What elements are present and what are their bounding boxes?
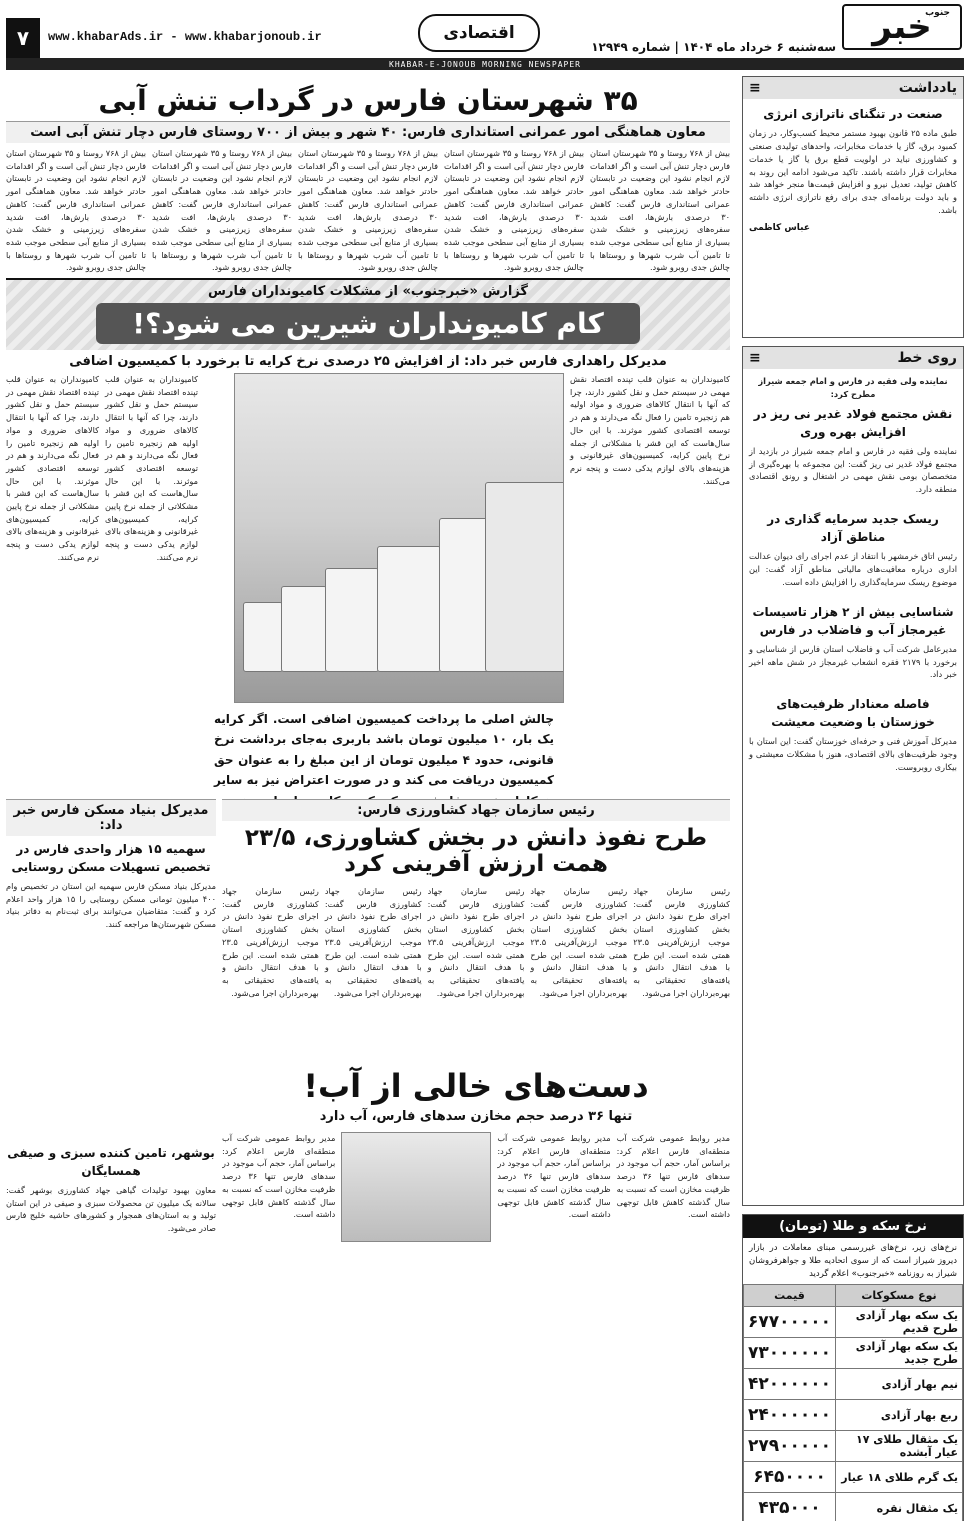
bushehr-title: بوشهر، تامین کننده سبزی و صیفی همسایگان <box>7 1146 215 1178</box>
paper-name-bar: KHABAR-E-JONOUB MORNING NEWSPAPER <box>6 58 964 70</box>
issue-date: سه‌شنبه ۶ خرداد ماه ۱۴۰۴ | شماره ۱۲۹۴۹ <box>591 40 836 54</box>
coin-name: یک مثقال طلای ۱۷ عیار آبشده <box>836 1431 963 1462</box>
housing-kicker: مدیرکل بنیاد مسکن فارس خبر داد: <box>6 799 216 836</box>
truckers-col: کامیونداران به عنوان قلب تپنده اقتصاد نقش مهمی در سیستم حمل و نقل کشور دارند، چرا که آنها با انتقال کالاهای ضروری و مواد اولیه هم زنجیره تامین را فعال نگه می‌دارند و هم در توسعه اقتصادی کشور موثرند. با این حال سال‌هاست که این قشر با مشکلاتی از جمله نرخ پایین کرایه، کمیسیون‌های غیرقانونی و هزینه‌های بالای لوازم یدکی دست و پنجه نرم می‌کنند. <box>105 374 198 562</box>
agri-col: رئیس سازمان جهاد کشاورزی فارس گفت: اجرای طرح نفوذ دانش در بخش کشاورزی استان موجب ارزش‌آفرینی ۲۳.۵ همتی شده است. این طرح با هدف انتقال دانش و یافته‌های تحقیقاتی به بهره‌برداران اجرا می‌شود. <box>222 886 319 998</box>
story1-col: بیش از ۷۶۸ روستا و ۳۵ شهرستان استان فارس دچار تنش آبی است و اگر اقدامات لازم انجام نشود این وضعیت در تابستان حادتر خواهد شد. معاون هماهنگی امور عمرانی استانداری فارس گفت: کاهش ۳۰ درصدی بارش‌ها، افت شدید سفره‌های زیرزمینی و خشک شدن بسیاری از منابع آبی سطحی موجب شده تا تامین آب شرب شهرها و روستاها با چالش جدی روبرو شود. <box>6 148 147 273</box>
housing-title: سهمیه ۱۵ هزار واحدی فارس در تخصیص تسهیلات مسکن روستایی <box>11 842 211 874</box>
story1-col: بیش از ۷۶۸ روستا و ۳۵ شهرستان استان فارس دچار تنش آبی است و اگر اقدامات لازم انجام نشود این وضعیت در تابستان حادتر خواهد شد. معاون هماهنگی امور عمرانی استانداری فارس گفت: کاهش ۳۰ درصدی بارش‌ها، افت شدید سفره‌های زیرزمینی و خشک شدن بسیاری از منابع آبی سطحی موجب شده تا تامین آب شرب شهرها و روستاها با چالش جدی روبرو شود. <box>298 148 439 273</box>
khuzestan-title: فاصله معنادار ظرفیت‌های خوزستان با وضعیت معیشت <box>771 697 935 730</box>
col-type: نوع مسکوکات <box>836 1285 963 1307</box>
truckers-pre-kicker: گزارش «خبرجنوب» از مشکلات کامیونداران فارس <box>208 284 528 299</box>
note-body: طبق ماده ۲۵ قانون بهبود مستمر محیط کسب‌وکار، در زمان کمبود برق، گاز یا خدمات مخابرات، واحدهای تولیدی صنعتی و کشاورزی نباید در اولویت قطع برق یا گاز یا خدمات مخابرات قرار داشته باشند. تاکید می‌شود ادامه این روند به کاهش تولید، تعدیل نیرو و افزایش قیمت‌ها منجر خواهد شد و باید دولت برنامه‌ای جدی برای رفع ناترازی انرژی داشته باشد. <box>749 128 957 216</box>
table-row <box>744 1338 963 1369</box>
story1-headline: ۳۵ شهرستان فارس در گرداب تنش آبی <box>98 84 638 117</box>
logo-subtext: جنوب <box>925 8 950 18</box>
agri-col: رئیس سازمان جهاد کشاورزی فارس گفت: اجرای طرح نفوذ دانش در بخش کشاورزی استان موجب ارزش‌آفرینی ۲۳.۵ همتی شده است. این طرح با هدف انتقال دانش و یافته‌های تحقیقاتی به بهره‌برداران اجرا می‌شود. <box>530 886 628 998</box>
roykhat-body: نماینده ولی فقیه در فارس و امام جمعه شیراز در بازدید از مجتمع فولاد غدیر نی ریز گفت: این مجموعه با بهره‌گیری از متخصصان بومی نقش مهمی در اشتغال و رونق اقتصادی منطقه دارد. <box>749 445 957 495</box>
table-row <box>744 1307 963 1338</box>
note-author: عباس کاظمی <box>749 223 810 234</box>
truckers-media <box>204 373 564 793</box>
agri-headline: طرح نفوذ دانش در بخش کشاورزی، ۲۳/۵ همت ارزش آفرینی کرد <box>244 825 708 877</box>
story1-columns <box>6 143 730 278</box>
coin-price: ۲۷۹۰۰۰۰۰ <box>744 1431 836 1462</box>
coin-price: ۴۲۰۰۰۰۰۰ <box>744 1369 836 1400</box>
sidebar <box>742 76 964 1519</box>
coin-name: یک سکه بهار آزادی طرح قدیم <box>836 1307 963 1338</box>
table-row <box>744 1431 963 1462</box>
main-content <box>6 76 730 1298</box>
page-number: ۷ <box>6 18 40 58</box>
khuzestan-body: مدیرکل آموزش فنی و حرفه‌ای خوزستان گفت: این استان با وجود ظرفیت‌های بالای اقتصادی، هنوز با مشکلات معیشتی و بیکاری روبروست. <box>749 736 957 773</box>
price-table <box>743 1284 963 1521</box>
truckers-subheadline: مدیرکل راهداری فارس خبر داد: از افزایش ۲۵ درصدی نرخ کرایه تا برخورد با کمیسیون اضافی <box>69 354 667 369</box>
table-row <box>744 1369 963 1400</box>
coin-name: یک سکه بهار آزادی طرح جدید <box>836 1338 963 1369</box>
trucks-photo <box>234 373 564 703</box>
lower-main <box>222 799 730 1298</box>
bars-icon: ≡ <box>749 80 761 96</box>
roykhat-title: نقش مجتمع فولاد غدیر نی ریز در افزایش بهره وری <box>753 406 953 439</box>
agri-col: رئیس سازمان جهاد کشاورزی فارس گفت: اجرای طرح نفوذ دانش در بخش کشاورزی استان موجب ارزش‌آفرینی ۲۳.۵ همتی شده است. این طرح با هدف انتقال دانش و یافته‌های تحقیقاتی به بهره‌برداران اجرا می‌شود. <box>324 886 422 998</box>
roykhat-kicker: نماینده ولی فقیه در فارس و امام جمعه شیراز مطرح کرد: <box>758 376 948 399</box>
water-col: مدیر روابط عمومی شرکت آب منطقه‌ای فارس اعلام کرد: براساس آمار، حجم آب موجود در سدهای فارس تنها ۳۶ درصد ظرفیت مخازن است که نسبت به سال گذشته کاهش قابل توجهی داشته است. <box>222 1133 336 1220</box>
table-row <box>744 1462 963 1493</box>
lower-side <box>6 799 216 1298</box>
bushehr-body: معاون بهبود تولیدات گیاهی جهاد کشاورزی بوشهر گفت: سالانه یک میلیون تن محصولات سبزی و صیفی در این استان تولید و به استان‌های همجوار و کشورهای حاشیه خلیج فارس صادر می‌شود. <box>6 1185 216 1234</box>
story-water-stress <box>6 76 730 272</box>
price-note: نرخ‌های زیر، نرخ‌های غیررسمی مبنای معاملات در بازار دیروز شیراز است که از سوی اتحادیه طلا و جواهرفروشان شیراز به روزنامه «خبرجنوب» اعلام گردید <box>749 1243 957 1279</box>
coin-name: ربع بهار آزادی <box>836 1400 963 1431</box>
story1-col: بیش از ۷۶۸ روستا و ۳۵ شهرستان استان فارس دچار تنش آبی است و اگر اقدامات لازم انجام نشود این وضعیت در تابستان حادتر خواهد شد. معاون هماهنگی امور عمرانی استانداری فارس گفت: کاهش ۳۰ درصدی بارش‌ها، افت شدید سفره‌های زیرزمینی و خشک شدن بسیاری از منابع آبی سطحی موجب شده تا تامین آب شرب شهرها و روستاها با چالش جدی روبرو شود. <box>590 148 731 273</box>
agri-columns <box>222 881 730 1061</box>
website-link[interactable]: www.khabarAds.ir - www.khabarjonoub.ir <box>48 30 322 44</box>
roykhat-label <box>743 347 963 369</box>
dam-photo <box>341 1132 491 1242</box>
water-network-body: مدیرعامل شرکت آب و فاضلاب استان فارس از شناسایی و برخورد با ۲۱۷۹ فقره انشعاب غیرمجاز در شش ماهه اخیر خبر داد. <box>749 643 957 680</box>
story-truckers <box>6 278 730 793</box>
note-label <box>743 77 963 99</box>
water-columns <box>222 1128 730 1298</box>
truckers-col: کامیونداران به عنوان قلب تپنده اقتصاد نقش مهمی در سیستم حمل و نقل کشور دارند، چرا که آنها با انتقال کالاهای ضروری و مواد اولیه هم زنجیره تامین را فعال نگه می‌دارند و هم در توسعه اقتصادی کشور موثرند. با این حال سال‌هاست که این قشر با مشکلاتی از جمله نرخ پایین کرایه، کمیسیون‌های غیرقانونی و هزینه‌های بالای لوازم یدکی دست و پنجه نرم می‌کنند. <box>570 374 730 486</box>
section-title: اقتصادی <box>418 14 540 52</box>
note-box <box>742 76 964 338</box>
coin-name: یک مثقال نقره <box>836 1493 963 1521</box>
coin-price: ۲۴۰۰۰۰۰۰ <box>744 1400 836 1431</box>
truckers-banner <box>6 280 730 350</box>
housing-body: مدیرکل بنیاد مسکن فارس سهمیه این استان در تخصیص وام ۴۰۰ میلیون تومانی مسکن روستایی را ۱۵ هزار واحد اعلام کرد و گفت: متقاضیان می‌توانند برای ثبت‌نام به دفاتر بنیاد مسکن شهرستان‌ها مراجعه کنند. <box>6 881 216 930</box>
col-price: قیمت <box>744 1285 836 1307</box>
water-kicker: تنها ۳۶ درصد حجم مخازن سدهای فارس، آب دارد <box>319 1109 633 1124</box>
newspaper-logo <box>842 4 962 50</box>
truckers-col: کامیونداران به عنوان قلب تپنده اقتصاد نقش مهمی در سیستم حمل و نقل کشور دارند، چرا که آنها با انتقال کالاهای ضروری و مواد اولیه هم زنجیره تامین را فعال نگه می‌دارند و هم در توسعه اقتصادی کشور موثرند. با این حال سال‌هاست که این قشر با مشکلاتی از جمله نرخ پایین کرایه، کمیسیون‌های غیرقانونی و هزینه‌های بالای لوازم یدکی دست و پنجه نرم می‌کنند. <box>6 374 99 562</box>
agri-kicker: رئیس سازمان جهاد کشاورزی فارس: <box>222 799 730 821</box>
roykhat-box <box>742 346 964 1206</box>
truckers-headline: کام کامیونداران شیرین می شود؟! <box>96 303 640 344</box>
bars-icon: ≡ <box>749 350 761 366</box>
lower-section <box>6 799 730 1298</box>
table-row <box>744 1493 963 1521</box>
logo-text: خبر <box>872 7 932 47</box>
coin-price: ۶۷۷۰۰۰۰۰ <box>744 1307 836 1338</box>
coin-price: ۶۴۵۰۰۰۰ <box>744 1462 836 1493</box>
truckers-pull-quote: چالش اصلی ما پرداخت کمیسیون اضافی است. اگر کرایه یک بار، ۱۰ میلیون تومان باشد باربری به‌جای برداشت نرخ قانونی، حدود ۴ میلیون تومان از این مبلغ را به عنوان حق کمیسیون دریافت می کند و در صورت اعتراض نیز به سایر <box>214 712 554 788</box>
water-col: مدیر روابط عمومی شرکت آب منطقه‌ای فارس اعلام کرد: براساس آمار، حجم آب موجود در سدهای فارس تنها ۳۶ درصد ظرفیت مخازن است که نسبت به سال گذشته کاهش قابل توجهی داشته است. <box>497 1133 611 1220</box>
note-title: صنعت در تنگنای ناترازی انرژی <box>763 107 943 121</box>
story1-col: بیش از ۷۶۸ روستا و ۳۵ شهرستان استان فارس دچار تنش آبی است و اگر اقدامات لازم انجام نشود این وضعیت در تابستان حادتر خواهد شد. معاون هماهنگی امور عمرانی استانداری فارس گفت: کاهش ۳۰ درصدی بارش‌ها، افت شدید سفره‌های زیرزمینی و خشک شدن بسیاری از منابع آبی سطحی موجب شده تا تامین آب شرب شهرها و روستاها با چالش جدی روبرو شود. <box>444 148 585 273</box>
coin-name: نیم بهار آزادی <box>836 1369 963 1400</box>
roykhat-label-text: روی خط <box>897 350 957 366</box>
price-box <box>742 1214 964 1521</box>
risk-title: ریسک جدید سرمایه گذاری در مناطق آزاد <box>767 512 939 545</box>
coin-price: ۷۳۰۰۰۰۰۰ <box>744 1338 836 1369</box>
story1-kicker: معاون هماهنگی امور عمرانی استانداری فارس: ۴۰ شهر و بیش از ۷۰۰ روستای فارس دچار تنش آبی است <box>6 121 730 143</box>
coin-name: یک گرم طلای ۱۸ عیار <box>836 1462 963 1493</box>
truckers-body <box>6 373 730 793</box>
agri-col: رئیس سازمان جهاد کشاورزی فارس گفت: اجرای طرح نفوذ دانش در بخش کشاورزی استان موجب ارزش‌آفرینی ۲۳.۵ همتی شده است. این طرح با هدف انتقال دانش و یافته‌های تحقیقاتی به بهره‌برداران اجرا می‌شود. <box>427 886 525 998</box>
water-col: مدیر روابط عمومی شرکت آب منطقه‌ای فارس اعلام کرد: براساس آمار، حجم آب موجود در سدهای فارس تنها ۳۶ درصد ظرفیت مخازن است که نسبت به سال گذشته کاهش قابل توجهی داشته است. <box>616 1133 730 1220</box>
coin-price: ۴۳۵۰۰۰ <box>744 1493 836 1521</box>
table-row <box>744 1400 963 1431</box>
water-network-title: شناسایی بیش از ۲ هزار تاسیسات غیرمجاز آب و فاضلاب در فارس <box>752 604 954 637</box>
water-headline: دست‌های خالی از آب! <box>303 1067 649 1105</box>
masthead <box>0 0 970 70</box>
agri-col: رئیس سازمان جهاد کشاورزی فارس گفت: اجرای طرح نفوذ دانش در بخش کشاورزی استان موجب ارزش‌آفرینی ۲۳.۵ همتی شده است. این طرح با هدف انتقال دانش و یافته‌های تحقیقاتی به بهره‌برداران اجرا می‌شود. <box>633 886 730 998</box>
note-label-text: یادداشت <box>898 80 957 96</box>
story1-col: بیش از ۷۶۸ روستا و ۳۵ شهرستان استان فارس دچار تنش آبی است و اگر اقدامات لازم انجام نشود این وضعیت در تابستان حادتر خواهد شد. معاون هماهنگی امور عمرانی استانداری فارس گفت: کاهش ۳۰ درصدی بارش‌ها، افت شدید سفره‌های زیرزمینی و خشک شدن بسیاری از منابع آبی سطحی موجب شده تا تامین آب شرب شهرها و روستاها با چالش جدی روبرو شود. <box>152 148 293 273</box>
risk-body: رئیس اتاق خرمشهر با انتقاد از عدم اجرای رای دیوان عدالت اداری درباره معافیت‌های مالیاتی مناطق آزاد گفت: این موضوع ریسک سرمایه‌گذاری را افزایش داده است. <box>749 551 957 587</box>
price-header: نرخ سکه و طلا (تومان) <box>743 1215 963 1238</box>
